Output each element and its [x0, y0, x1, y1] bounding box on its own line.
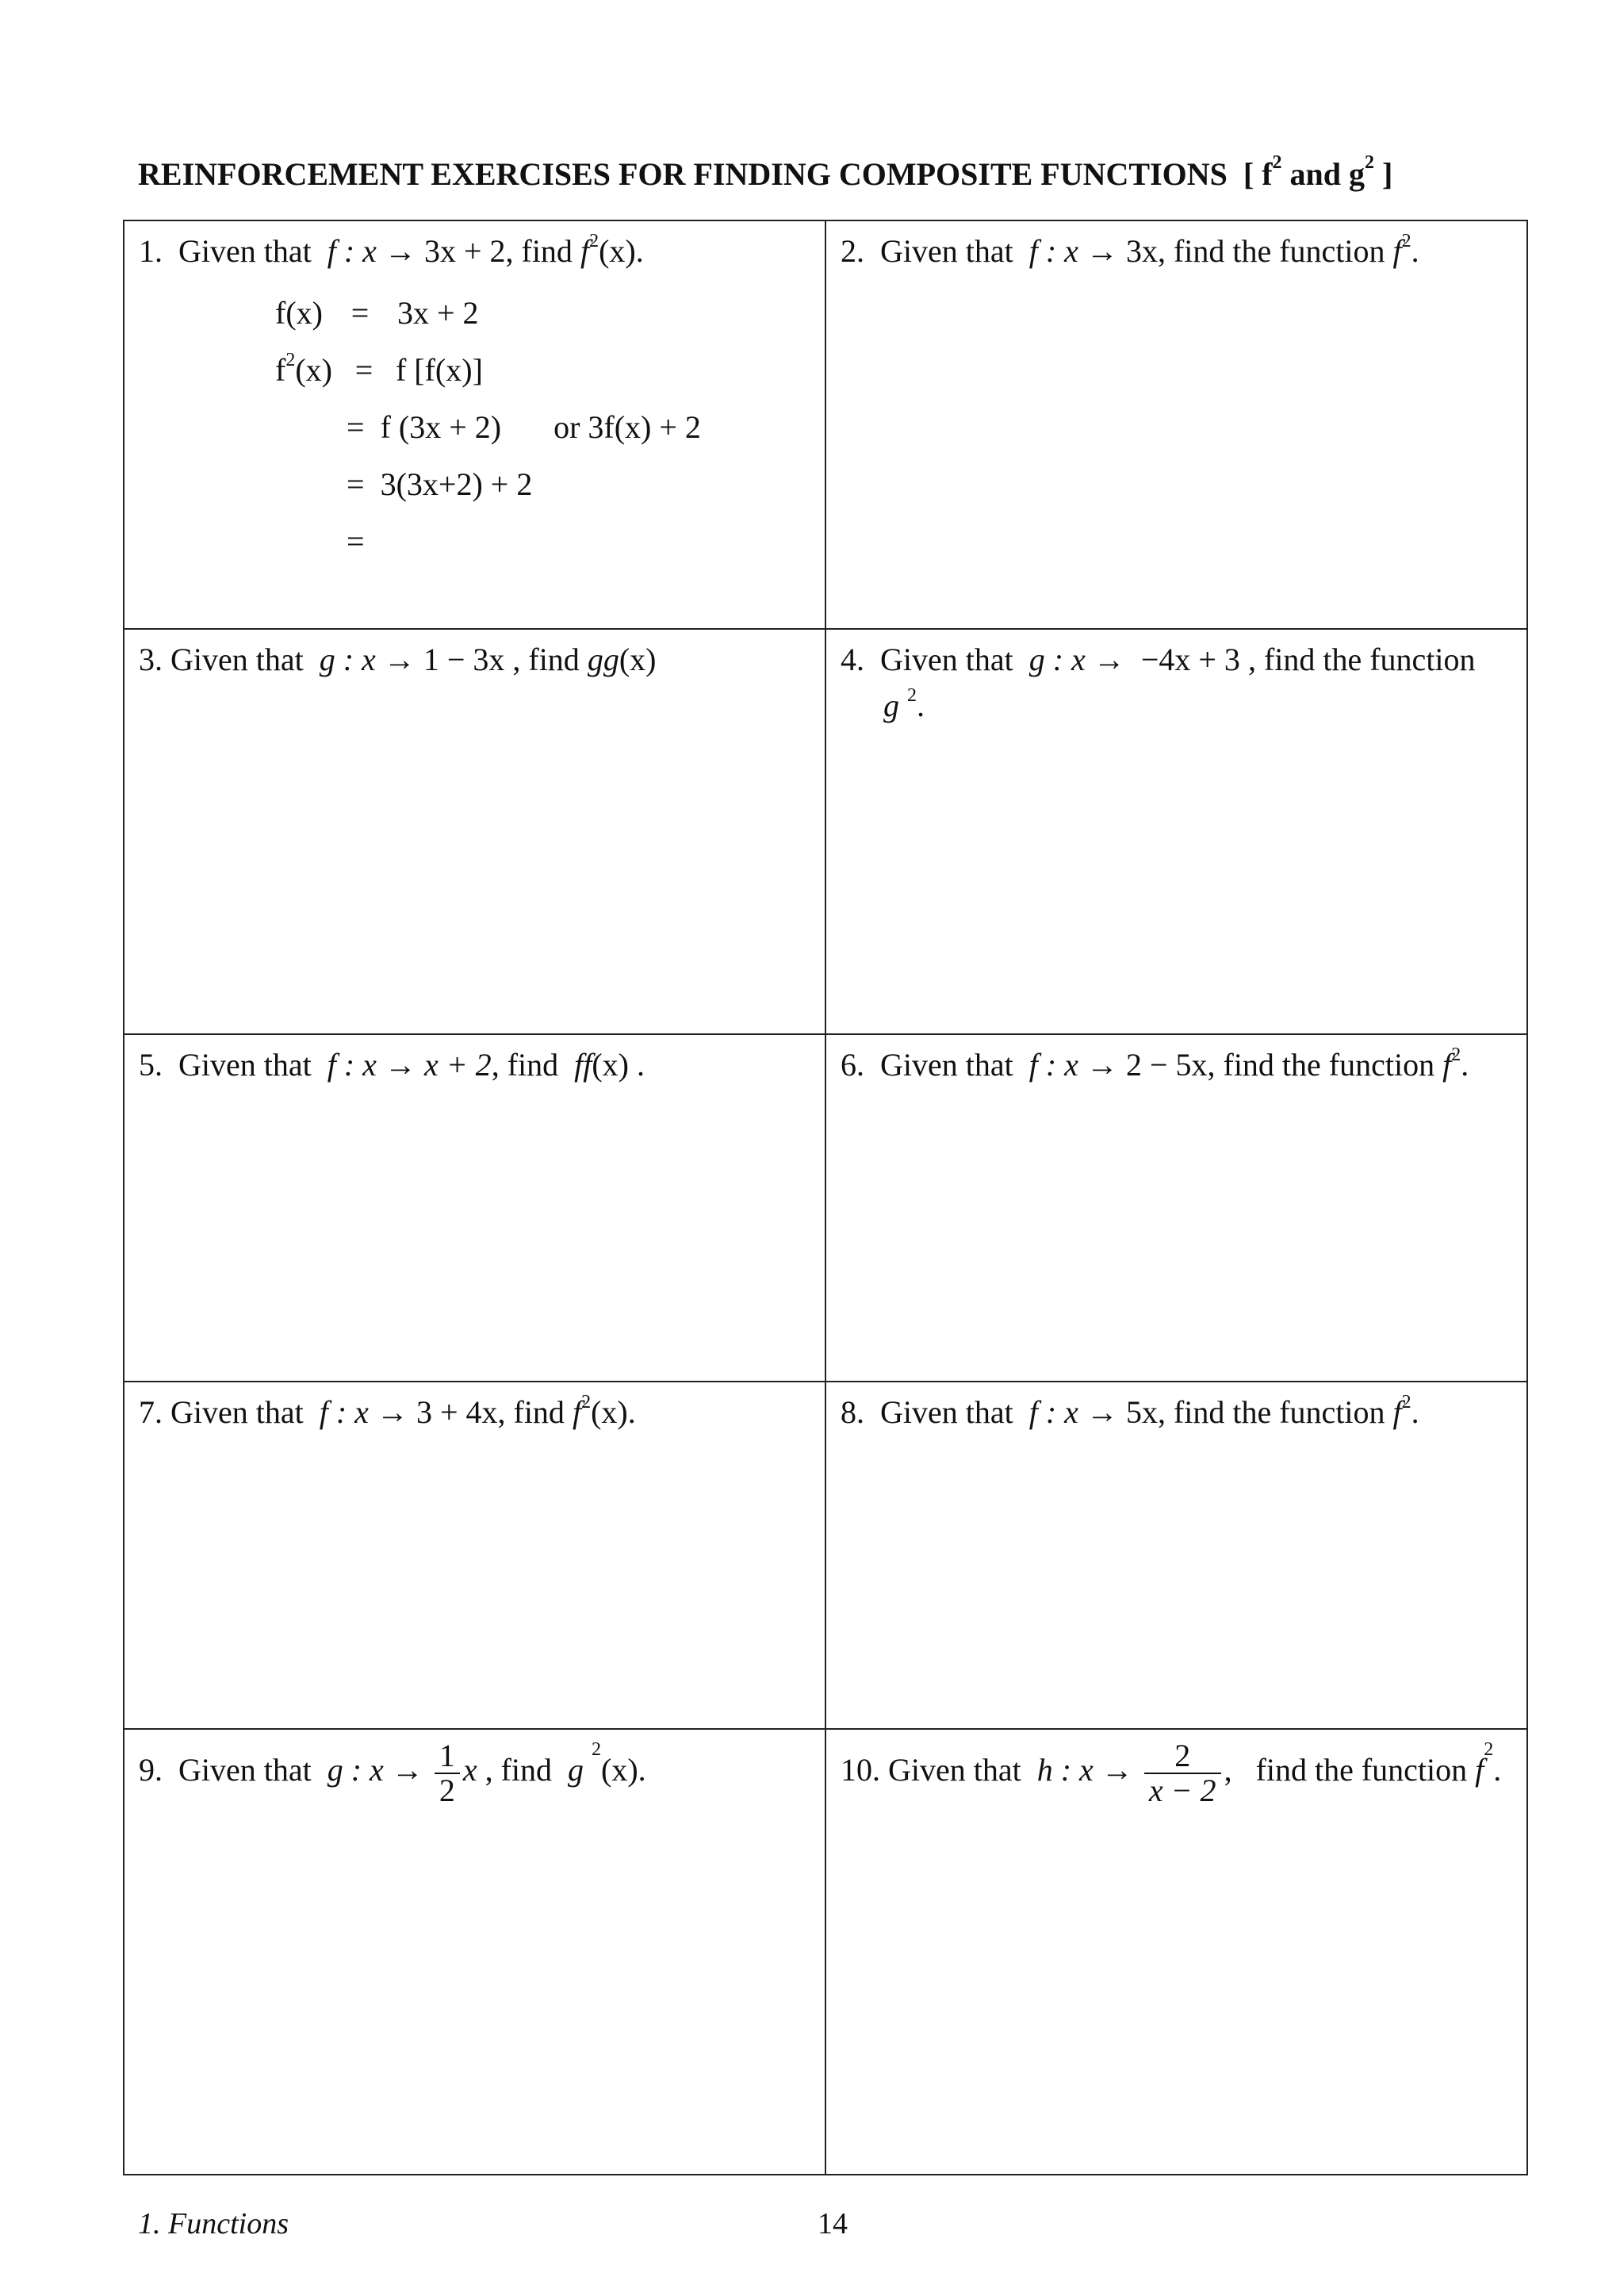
fraction [435, 1739, 460, 1807]
question-number: 5. [139, 1047, 163, 1083]
target-suffix: (x). [599, 233, 644, 269]
work-rhs: 3(3x+2) + 2 [380, 466, 533, 502]
work-rhs: f (3x + 2) [380, 409, 502, 445]
arrow-symbol: → [384, 1047, 416, 1083]
title-text: REINFORCEMENT EXERCISES FOR FINDING COMPOSITE FUNCTIONS [138, 156, 1228, 192]
question-number: 8. [841, 1394, 864, 1430]
question-cell-7 [124, 1382, 825, 1729]
function-expression: x + 2 [423, 1047, 492, 1083]
question-instruction: , find [505, 233, 573, 269]
question-instruction: , find [497, 1394, 565, 1430]
target-superscript: 2 [592, 1739, 602, 1760]
question-instruction: , find the function [1207, 1047, 1435, 1083]
work-line-3 [347, 408, 701, 446]
function-name: g [327, 1752, 343, 1788]
target-suffix: . [1493, 1752, 1502, 1788]
question-10 [841, 1739, 1526, 1807]
question-cell-3 [124, 629, 825, 1034]
target-suffix: (x). [601, 1752, 646, 1788]
target-function: f [1475, 1752, 1484, 1788]
question-instruction: , find the function [1247, 642, 1476, 677]
function-name: g [319, 642, 335, 677]
work-equals: = [347, 523, 365, 559]
arrow-symbol: → [384, 233, 416, 269]
mapping: : x [343, 1047, 377, 1083]
function-expression: 5x [1125, 1394, 1158, 1430]
work-line-2 [275, 351, 483, 389]
question-cell-2 [825, 220, 1527, 629]
question-4 [841, 639, 1526, 726]
fraction-numerator: 1 [435, 1739, 460, 1774]
arrow-symbol: → [1101, 1752, 1133, 1788]
question-number: 7. [139, 1394, 163, 1430]
function-name: f [1028, 1394, 1038, 1430]
work-lhs-sup: 2 [285, 350, 296, 370]
fraction [1144, 1739, 1221, 1807]
work-equals: = [347, 409, 365, 445]
target-suffix: . [1411, 233, 1419, 269]
mapping: : x [343, 642, 376, 677]
target-function: f [580, 233, 590, 269]
question-prefix: Given that [880, 1047, 1013, 1083]
question-8 [841, 1392, 1526, 1433]
mapping: : x [343, 233, 377, 269]
fraction-denominator: 2 [439, 1773, 455, 1808]
question-cell-6 [825, 1034, 1527, 1382]
work-lhs: f(x) [275, 295, 323, 331]
target-superscript: 2 [1401, 1392, 1411, 1412]
target-superscript: 2 [907, 685, 917, 706]
target-superscript: 2 [1451, 1045, 1461, 1065]
function-expression: 2 − 5x [1125, 1047, 1208, 1083]
question-instruction: , find the function [1157, 1394, 1385, 1430]
question-instruction: , find [512, 642, 580, 677]
exercise-grid [123, 220, 1528, 2175]
function-expression: 1 − 3x [423, 642, 505, 677]
question-6 [841, 1045, 1526, 1086]
question-2 [841, 231, 1526, 272]
question-prefix: Given that [880, 1394, 1013, 1430]
work-lhs: f [275, 352, 286, 388]
question-instruction: , find [491, 1047, 559, 1083]
mapping: : x [335, 1394, 369, 1430]
work-alternative: or 3f(x) + 2 [553, 409, 701, 445]
arrow-symbol: → [383, 642, 416, 677]
work-equals: = [350, 295, 370, 331]
question-cell-5 [124, 1034, 825, 1382]
target-function: f [1442, 1047, 1452, 1083]
question-prefix: Given that [880, 642, 1013, 677]
mapping: : x [1060, 1752, 1094, 1788]
mapping: : x [1045, 1047, 1078, 1083]
question-number: 9. [139, 1752, 163, 1788]
target-suffix: . [917, 688, 925, 723]
arrow-symbol: → [391, 1752, 423, 1788]
question-5 [139, 1045, 825, 1086]
work-lhs-arg: (x) [295, 352, 332, 388]
work-equals: = [354, 352, 373, 388]
target-suffix: (x) . [592, 1047, 645, 1083]
question-number: 4. [841, 642, 864, 677]
function-expression: −4x + 3 [1140, 642, 1240, 677]
question-1 [139, 231, 825, 272]
mapping: : x [1052, 642, 1086, 677]
question-instruction: , find the function [1157, 233, 1385, 269]
function-name: f [1028, 1047, 1038, 1083]
question-instruction: , find [485, 1752, 553, 1788]
target-function: f [1392, 233, 1402, 269]
function-name: h [1036, 1752, 1053, 1788]
function-name: f [319, 1394, 328, 1430]
mapping: : x [1045, 233, 1078, 269]
question-prefix: Given that [170, 642, 304, 677]
target-function: g [568, 1752, 584, 1788]
target-function: gg [587, 642, 619, 677]
target-suffix: . [1411, 1394, 1419, 1430]
question-prefix: Given that [170, 1394, 304, 1430]
mapping: : x [350, 1752, 384, 1788]
question-prefix: Given that [880, 233, 1013, 269]
question-number: 1. [139, 233, 163, 269]
arrow-symbol: → [1086, 233, 1118, 269]
function-name: f [327, 233, 336, 269]
title-sup-2: 2 [1365, 152, 1375, 173]
title-bracket-open: [ f [1243, 156, 1273, 192]
page-title [138, 152, 1393, 193]
arrow-symbol: → [1086, 1394, 1118, 1430]
question-number: 2. [841, 233, 864, 269]
question-instruction: find the function [1255, 1752, 1468, 1788]
question-prefix: Given that [178, 1047, 312, 1083]
function-expression: 3x [1125, 233, 1158, 269]
fraction-denominator: x − 2 [1148, 1773, 1216, 1808]
page-number: 14 [818, 2207, 848, 2240]
work-rhs: 3x + 2 [396, 295, 479, 331]
function-name: f [1028, 233, 1038, 269]
target-function: f [1392, 1394, 1402, 1430]
work-equals: = [347, 466, 365, 502]
question-number: 3. [139, 642, 163, 677]
function-expression: , [1224, 1752, 1232, 1788]
target-superscript: 2 [589, 231, 599, 251]
question-prefix: Given that [178, 233, 312, 269]
target-superscript: 2 [1484, 1739, 1494, 1760]
target-function: ff [574, 1047, 592, 1083]
arrow-symbol: → [376, 1394, 408, 1430]
title-mid: and g [1281, 156, 1365, 192]
question-cell-4 [825, 629, 1527, 1034]
target-superscript: 2 [581, 1392, 592, 1412]
question-number: 6. [841, 1047, 864, 1083]
function-expression: 3 + 4x [416, 1394, 498, 1430]
work-rhs: f [f(x)] [395, 352, 483, 388]
function-name: g [1028, 642, 1045, 677]
question-prefix: Given that [888, 1752, 1021, 1788]
mapping: : x [1045, 1394, 1078, 1430]
work-line-5 [347, 523, 365, 560]
function-name: f [327, 1047, 336, 1083]
target-suffix: (x). [591, 1394, 636, 1430]
question-3 [139, 639, 825, 680]
target-superscript: 2 [1401, 231, 1411, 251]
question-cell-10 [825, 1729, 1527, 2175]
work-line-4 [347, 466, 532, 503]
target-function: g [883, 688, 899, 723]
fraction-numerator: 2 [1144, 1739, 1221, 1774]
arrow-symbol: → [1093, 642, 1125, 677]
title-bracket-close: ] [1374, 156, 1393, 192]
work-line-1 [275, 294, 479, 332]
footer-chapter: 1. Functions [138, 2207, 289, 2240]
title-sup-1: 2 [1272, 152, 1282, 173]
question-9 [139, 1739, 825, 1807]
target-suffix: . [1461, 1047, 1469, 1083]
target-suffix: (x) [619, 642, 657, 677]
question-number: 10. [841, 1752, 880, 1788]
question-cell-9 [124, 1729, 825, 2175]
function-expression: x [462, 1752, 477, 1788]
question-cell-8 [825, 1382, 1527, 1729]
function-expression: 3x + 2 [423, 233, 506, 269]
arrow-symbol: → [1086, 1047, 1118, 1083]
question-prefix: Given that [178, 1752, 312, 1788]
question-cell-1 [124, 220, 825, 629]
question-continuation [841, 685, 1526, 726]
question-7 [139, 1392, 825, 1433]
target-function: f [572, 1394, 582, 1430]
